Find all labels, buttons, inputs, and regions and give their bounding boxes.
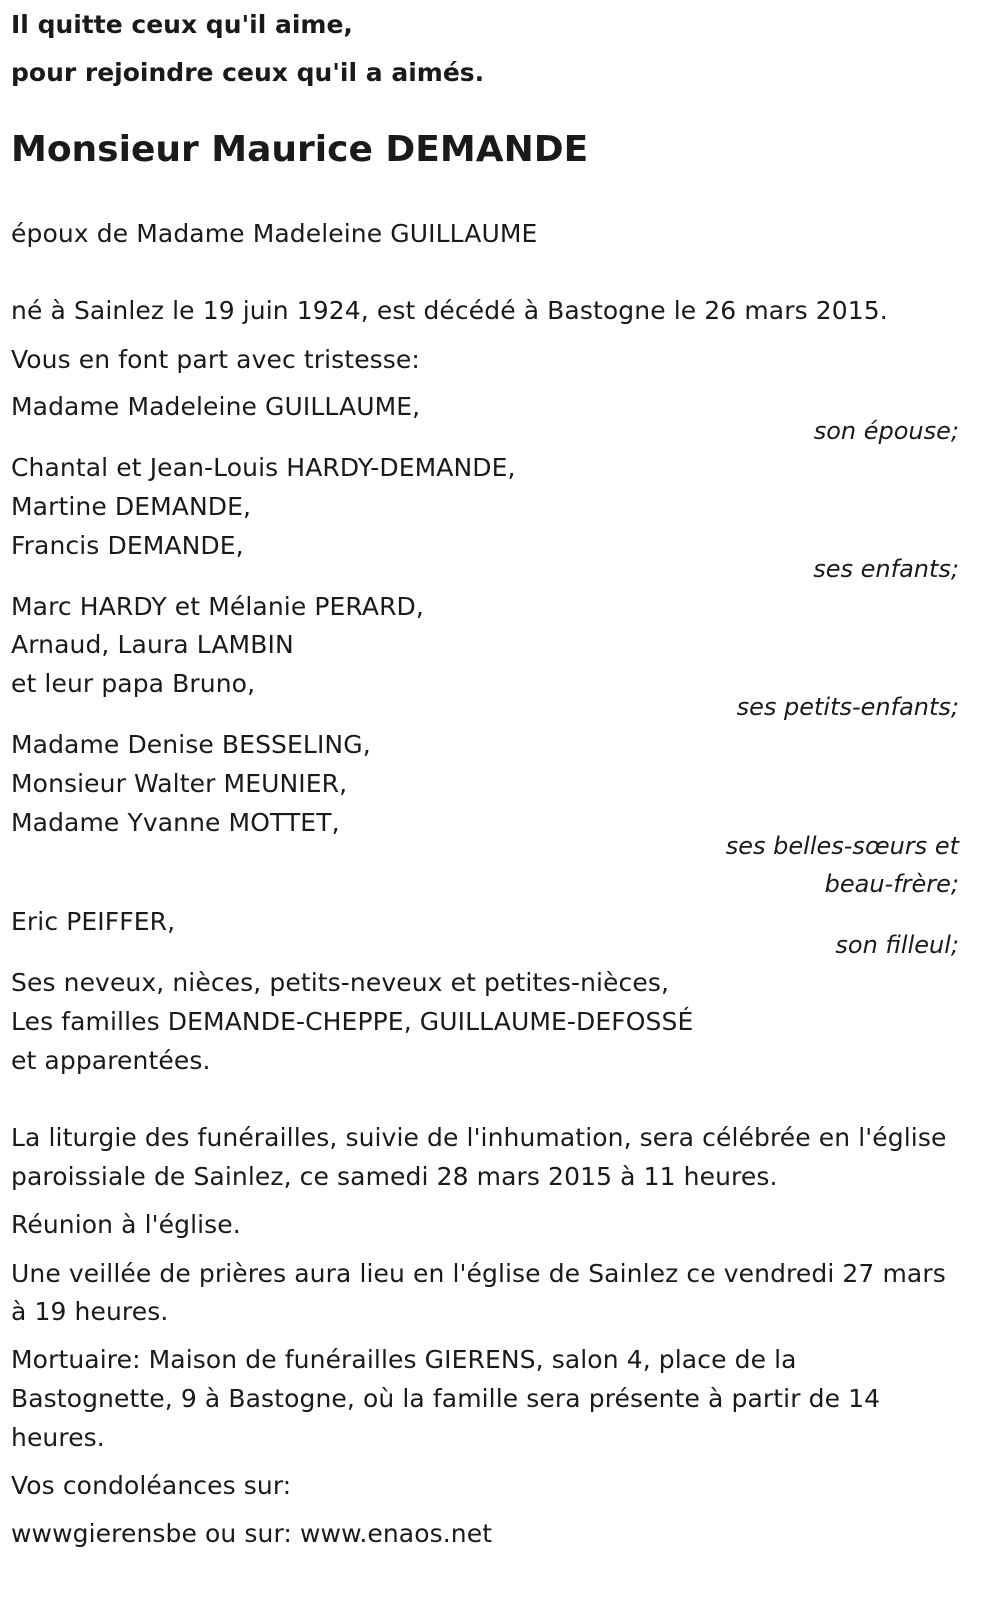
family-spouse-name: Madame Madeleine GUILLAUME, <box>11 392 421 421</box>
spouse-line: époux de Madame Madeleine GUILLAUME <box>11 219 538 248</box>
vigil-line-2: à 19 heures. <box>11 1297 169 1326</box>
deceased-name-title: Monsieur Maurice DEMANDE <box>11 129 589 170</box>
role-in-laws-line-2: beau-frère; <box>824 870 959 898</box>
family-grandchild-name: Marc HARDY et Mélanie PERARD, <box>11 592 424 621</box>
vigil-line-1: Une veillée de prières aura lieu en l'église de Sainlez ce vendredi 27 mars <box>11 1259 946 1288</box>
birth-death-line: né à Sainlez le 19 juin 1924, est décédé à Bastogne le 26 mars 2015. <box>11 296 888 325</box>
family-child-name: Francis DEMANDE, <box>11 531 244 560</box>
family-in-law-name: Madame Denise BESSELING, <box>11 730 371 759</box>
liturgy-line-1: La liturgie des funérailles, suivie de l'inhumation, sera célébrée en l'église <box>11 1123 947 1152</box>
intro-line: Vous en font part avec tristesse: <box>11 345 420 374</box>
mortuary-line-1: Mortuaire: Maison de funérailles GIERENS, salon 4, place de la <box>11 1345 797 1374</box>
liturgy-line-2: paroissiale de Sainlez, ce samedi 28 mars 2015 à 11 heures. <box>11 1162 778 1191</box>
condolences-label: Vos condoléances sur: <box>11 1471 292 1500</box>
epigraph-line-1: Il quitte ceux qu'il aime, <box>11 10 353 39</box>
family-others-line: Les familles DEMANDE-CHEPPE, GUILLAUME-DEFOSSÉ <box>11 1007 694 1036</box>
family-child-name: Chantal et Jean-Louis HARDY-DEMANDE, <box>11 453 516 482</box>
family-others-line: et apparentées. <box>11 1046 211 1075</box>
role-godson: son filleul; <box>835 931 959 959</box>
role-spouse: son épouse; <box>813 417 959 445</box>
family-grandchild-name: et leur papa Bruno, <box>11 669 256 698</box>
meeting-line: Réunion à l'église. <box>11 1210 241 1239</box>
family-godson-name: Eric PEIFFER, <box>11 907 176 936</box>
family-grandchild-name: Arnaud, Laura LAMBIN <box>11 630 294 659</box>
role-children: ses enfants; <box>813 555 959 583</box>
family-in-law-name: Madame Yvanne MOTTET, <box>11 808 340 837</box>
role-grandchildren: ses petits-enfants; <box>736 693 959 721</box>
mortuary-line-3: heures. <box>11 1423 105 1452</box>
family-others-line: Ses neveux, nièces, petits-neveux et petites-nièces, <box>11 968 670 997</box>
family-in-law-name: Monsieur Walter MEUNIER, <box>11 769 348 798</box>
epigraph-line-2: pour rejoindre ceux qu'il a aimés. <box>11 58 485 87</box>
mortuary-line-2: Bastognette, 9 à Bastogne, où la famille sera présente à partir de 14 <box>11 1384 881 1413</box>
condolences-links: wwwgierensbe ou sur: www.enaos.net <box>11 1519 493 1548</box>
family-child-name: Martine DEMANDE, <box>11 492 252 521</box>
role-in-laws-line-1: ses belles-sœurs et <box>725 832 959 860</box>
